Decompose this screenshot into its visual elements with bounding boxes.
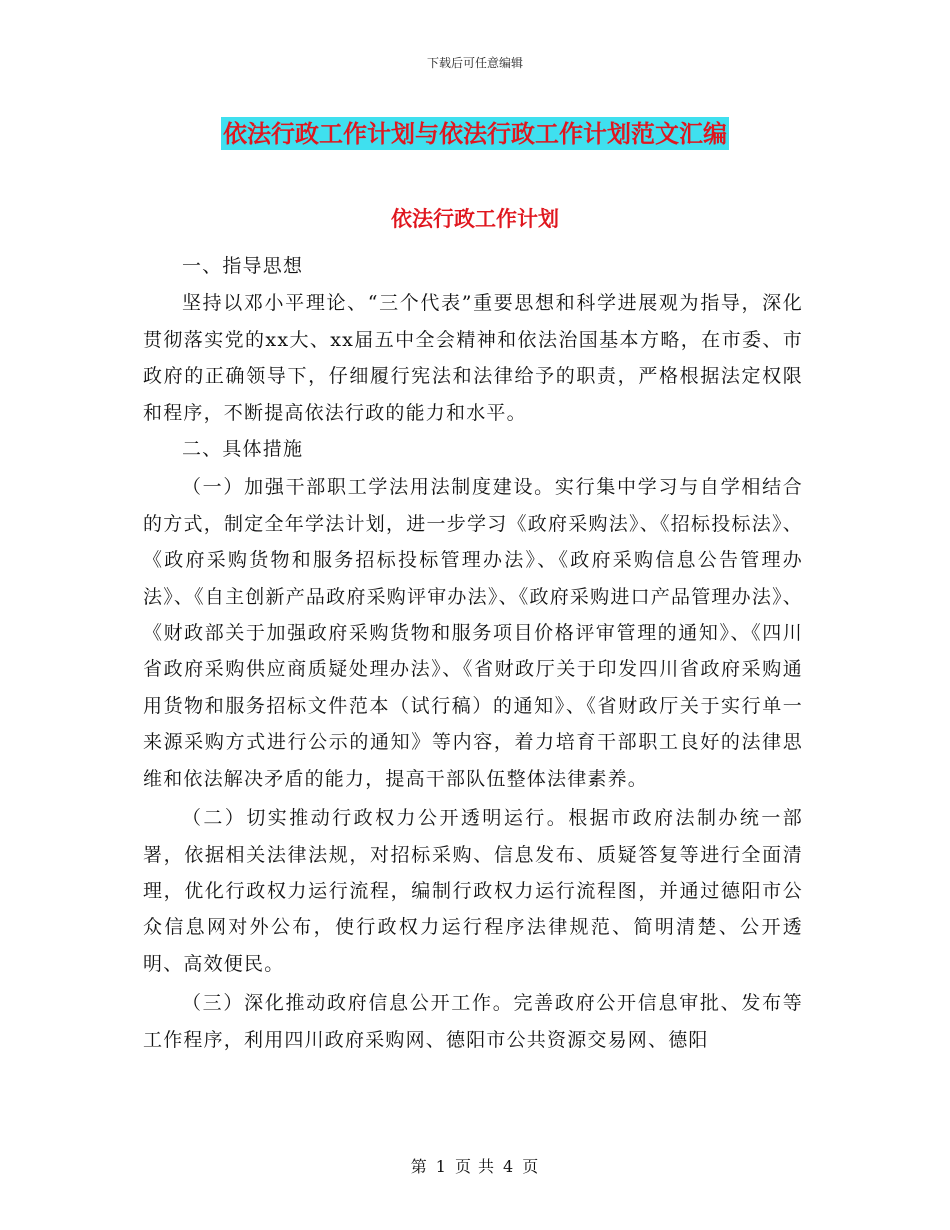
heading-guiding-ideology: 一、指导思想 [181,255,304,277]
document-body [143,248,803,1058]
paragraph-measure-2: （二）切实推动行政权力公开透明运行。根据市政府法制办统一部署，依据相关法律法规，对招标采购、信息发布、质疑答复等进行全面清理，优化行政权力运行流程，编制行政权力运行流程图，并通过德阳市公众信息网对外公布，使行政权力运行程序法律规范、简明清楚、公开透明、高效便民。 [143,807,803,975]
section-title: 依法行政工作计划 [391,206,559,231]
header-note: 下载后可任意编辑 [426,56,523,70]
footer-total-pages: 4 [503,1157,515,1176]
footer-middle: 页 共 [454,1157,496,1176]
footer-page-number: 1 [435,1157,447,1176]
footer-prefix: 第 [410,1157,428,1176]
page-footer [0,1154,950,1177]
document-title [0,114,950,149]
paragraph-guiding-ideology: 坚持以邓小平理论、“三个代表”重要思想和科学进展观为指导，深化贯彻落实党的xx大、xx届五中全会精神和依法治国基本方略，在市委、市政府的正确领导下，仔细履行宪法和法律给予的职责，严格根据法定权限和程序，不断提高依法行政的能力和水平。 [143,292,803,424]
paragraph-measure-1: （一）加强干部职工学法用法制度建设。实行集中学习与自学相结合的方式，制定全年学法计划，进一步学习《政府采购法》、《招标投标法》、《政府采购货物和服务招标投标管理办法》、《政府采购信息公告管理办法》、《自主创新产品政府采购评审办法》、《政府采购进口产品管理办法》、《财政部关于加强政府采购货物和服务项目价格评审管理的通知》、《四川省政府采购供应商质疑处理办法》、《省财政厅关于印发四川省政府采购通用货物和服务招标文件范本（试行稿）的通知》、《省财政厅关于实行单一来源采购方式进行公示的通知》等内容，着力培育干部职工良好的法律思维和依法解决矛盾的能力，提高干部队伍整体法律素养。 [143,476,803,790]
heading-specific-measures: 二、具体措施 [181,438,304,461]
document-title-text: 依法行政工作计划与依法行政工作计划范文汇编 [223,119,727,148]
paragraph-measure-3: （三）深化推动政府信息公开工作。完善政府公开信息审批、发布等工作程序，利用四川政府采购网、德阳市公共资源交易网、德阳 [143,992,803,1051]
footer-suffix: 页 [522,1157,540,1176]
